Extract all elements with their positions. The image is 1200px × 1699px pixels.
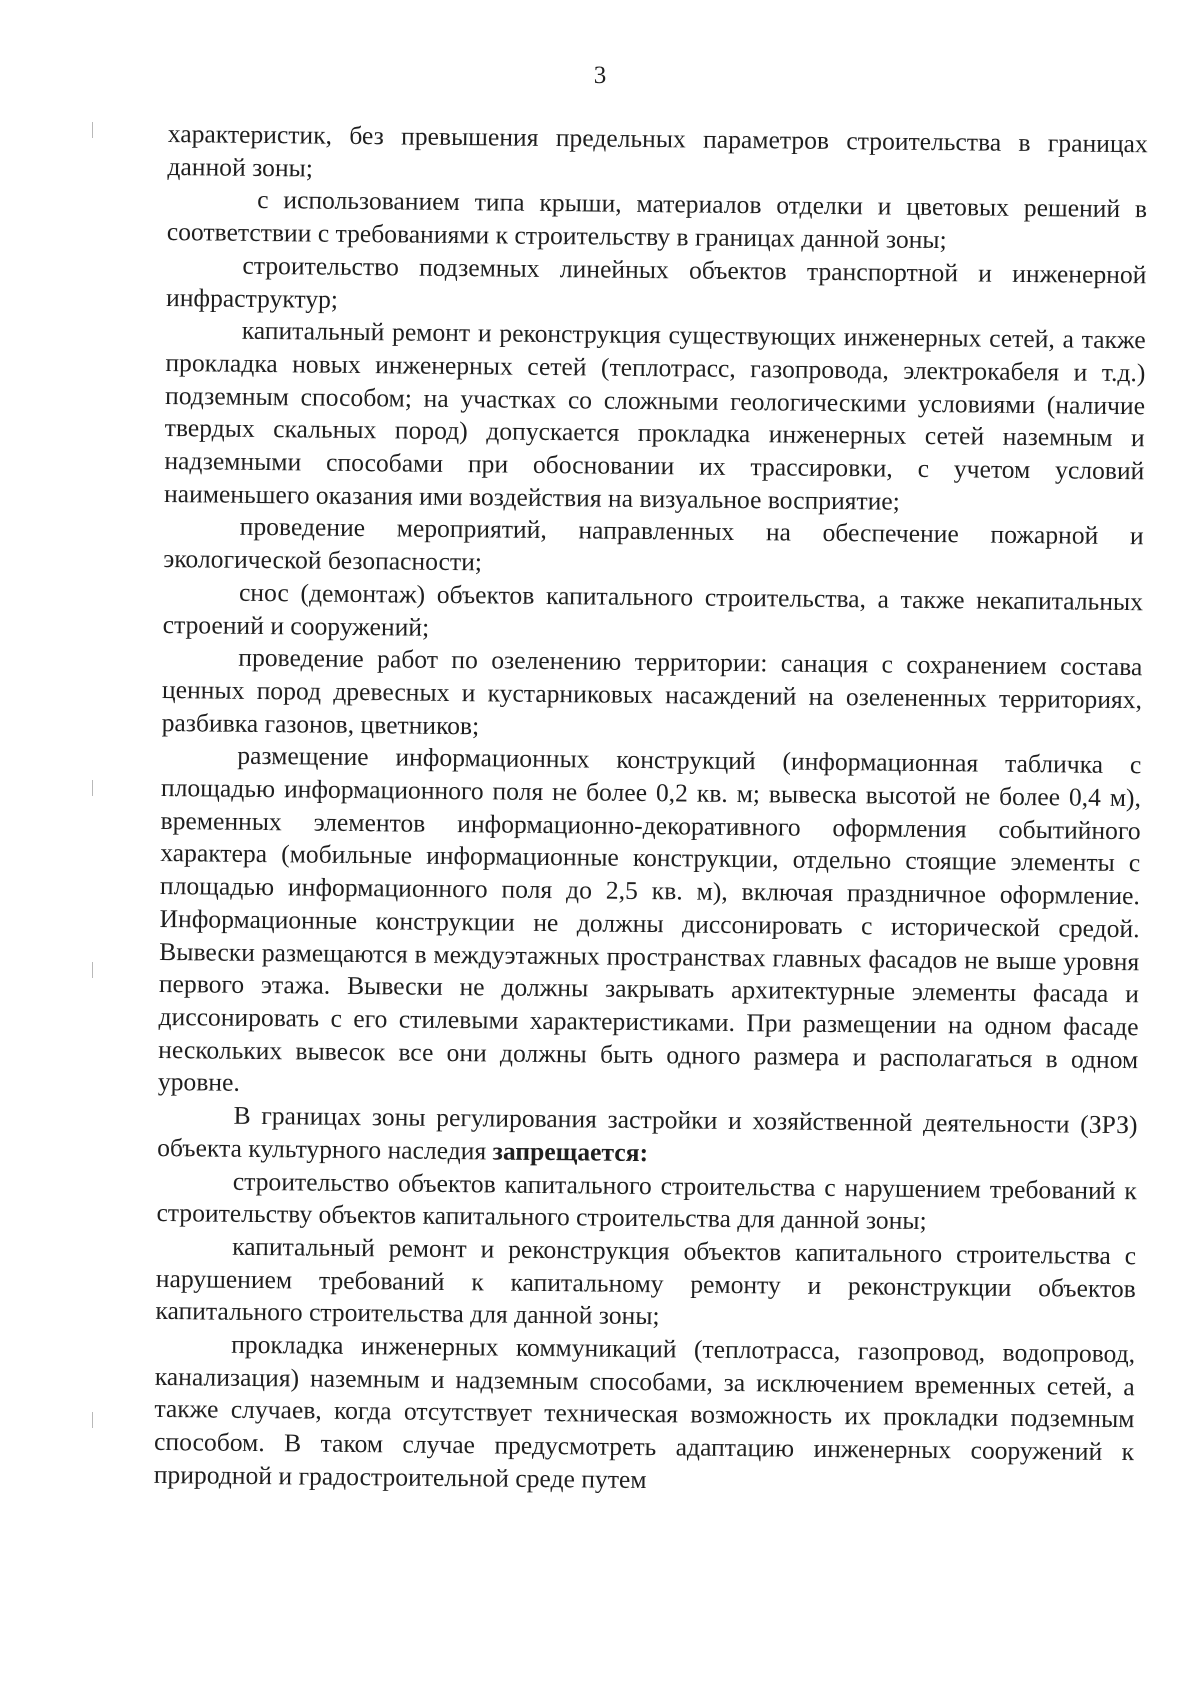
prohibited-item: капитальный ремонт и реконструкция объектов капитального строительства с нарушением требований к капитальному ремонту и реконструкции объектов капитального строительства для данной зоны; bbox=[155, 1231, 1137, 1331]
paragraph: капитальный ремонт и реконструкция существующих инженерных сетей, а также прокладка новых инженерных сетей (теплотрасс, газопровода, электрокабеля и т.д.) подземным способом; на участках со сложными геологическими условиями (наличие твердых скальных пород) допускается прокладка инженерных сетей наземным и надземными способами при обосновании их трассировки, с учетом условий наименьшего оказания ими воздействия на визуальное восприятие; bbox=[163, 316, 1146, 516]
document-body bbox=[154, 118, 1148, 1502]
page-number: 3 bbox=[593, 62, 607, 89]
paragraph: строительство подземных линейных объектов транспортной и инженерной инфраструктур; bbox=[165, 250, 1147, 314]
prohibition-emphasis: запрещается: bbox=[492, 1136, 649, 1167]
paragraph: размещение информационных конструкций (информационная табличка с площадью информационного поля не более 0,2 кв. м; вывеска высотой не более 0,4 м), временных элементов информационно-декоративного оформления событийного характера (мобильные информационные конструкции, отдельно стоящие элементы с площадью информационного поля до 2,5 кв. м), включая праздничное оформление. Информационные конструкции не должны диссонировать с исторической средой. Вывески размещаются в междуэтажных пространствах главных фасадов не выше уровня первого этажа. Вывески не должны закрывать архитектурные элементы фасада и диссонировать с его стилевыми характеристиками. При размещении на одном фасаде нескольких вывесок все они должны быть одного размера и располагаться в одном уровне. bbox=[157, 741, 1142, 1098]
prohibition-lead: В границах зоны регулирования застройки и хозяйственной деятельности (ЗРЗ) объекта культурного наследия bbox=[157, 1100, 1138, 1166]
prohibited-item: прокладка инженерных коммуникаций (теплотрасса, газопровод, водопровод, канализация) наземным и надземным способами, за исключением временных сетей, а также случаев, когда отсутствует техническая возможность их прокладки подземным способом. В таком случае предусмотреть адаптацию инженерных сооружений к природной и градостроительной среде путем bbox=[153, 1329, 1136, 1494]
paragraph-continuation: характеристик, без превышения предельных параметров строительства в границах данной зоны; bbox=[167, 118, 1148, 183]
paragraph: снос (демонтаж) объектов капитального строительства, а также некапитальных строений и сооружений; bbox=[162, 577, 1144, 642]
prohibited-item: строительство объектов капитального строительства с нарушением требований к строительству объектов капитального строительства для данной зоны; bbox=[156, 1166, 1137, 1236]
margin-mark bbox=[92, 962, 93, 978]
margin-mark bbox=[92, 780, 93, 796]
prohibition-heading bbox=[157, 1099, 1138, 1175]
margin-mark bbox=[92, 122, 93, 138]
paragraph: проведение мероприятий, направленных на обеспечение пожарной и экологической безопасности; bbox=[163, 512, 1144, 577]
paragraph: с использованием типа крыши, материалов отделки и цветовых решений в соответствии с требованиями к строительству в границах данной зоны; bbox=[166, 185, 1148, 255]
paragraph: проведение работ по озеленению территории: санация с сохранением состава ценных пород древесных и кустарниковых насаждений на озелененных территориях, разбивка газонов, цветников; bbox=[161, 643, 1143, 740]
margin-mark bbox=[92, 1412, 93, 1428]
